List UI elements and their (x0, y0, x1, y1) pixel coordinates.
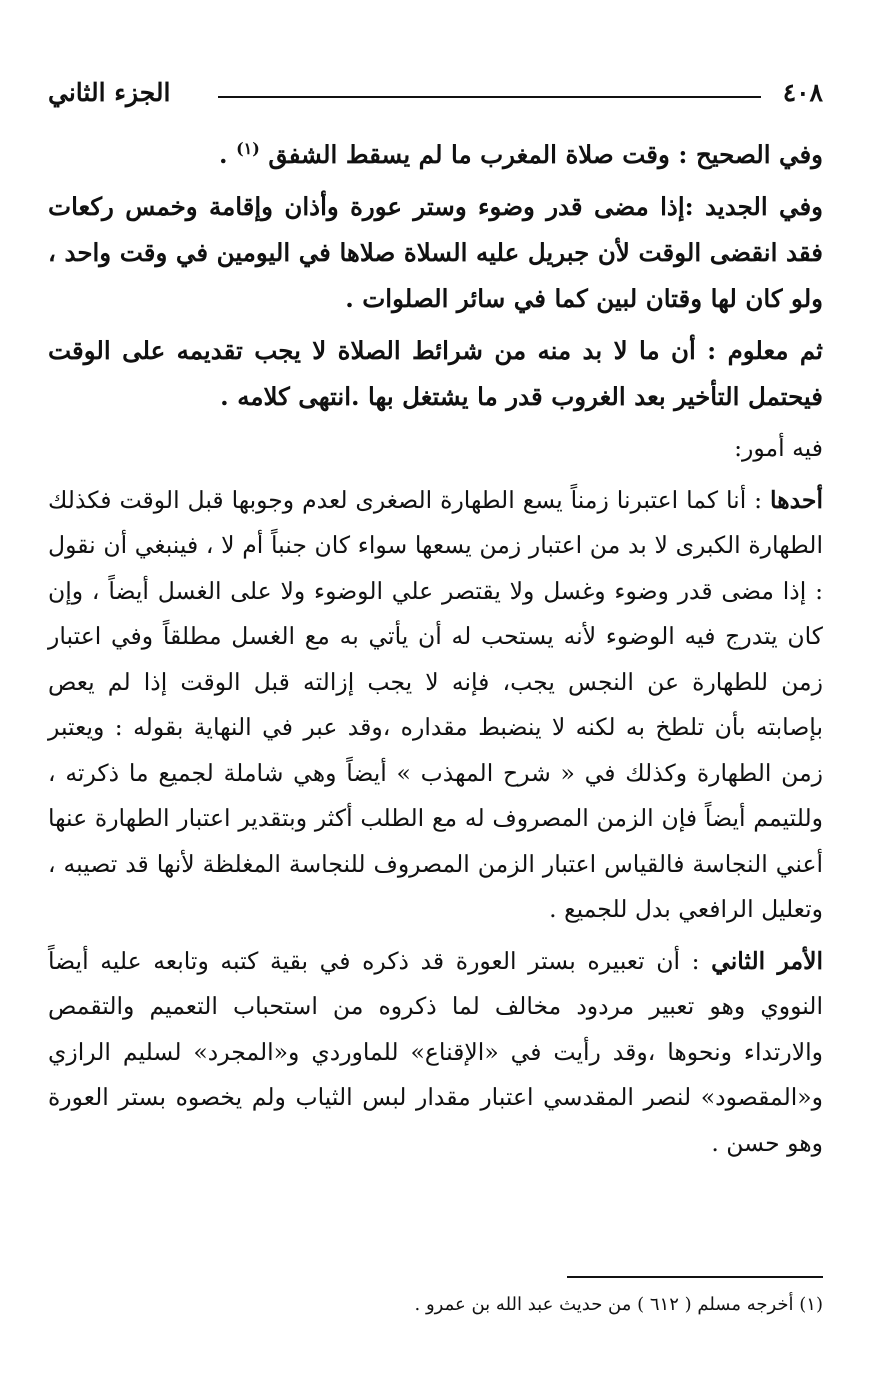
footnote-rule (567, 1276, 823, 1278)
paragraph-lead: الأمر الثاني (711, 946, 823, 975)
paragraph-tail: . (219, 140, 237, 169)
paragraph-malum (48, 328, 823, 420)
paragraph-jadid (48, 184, 823, 322)
paragraph-text: فيه أمور: (734, 434, 823, 462)
paragraph-sahih (48, 132, 823, 178)
paragraph-second-matter (48, 939, 823, 1167)
paragraph-text: ثم معلوم : أن ما لا بد منه من شرائط الصلاة لا يجب تقديمه على الوقت فيحتمل التأخير بعد الغروب قدر ما يشتغل بها .انتهى كلامه . (48, 336, 823, 411)
page-number: ٤٠٨ (782, 78, 823, 107)
paragraph-first-matter (48, 478, 823, 933)
paragraph-lead: أحدها (770, 485, 823, 514)
paragraph-umur-intro (48, 426, 823, 472)
header-rule (218, 96, 761, 98)
paragraph-text: وفي الجديد :إذا مضى قدر وضوء وستر عورة وأذان وإقامة وخمس ركعات فقد انقضى الوقت لأن جبريل عليه السلاة صلاها في اليومين في وقت واحد ، ولو كان لها وقتان لبين كما في سائر الصلوات . (48, 192, 823, 313)
paragraph-text: : أنا كما اعتبرنا زمناً يسع الطهارة الصغرى لعدم وجوبها قبل الوقت فكذلك الطهارة الكبرى لا بد من اعتبار زمن يسعها سواء كان جنباً أم لا ، فينبغي أن نقول : إذا مضى قدر وضوء وغسل ولا يقتصر علي الوضوء ولا على الغسل أيضاً ، وإن كان يتدرج فيه الوضوء لأنه يستحب له أن يأتي به مع الغسل مطلقاً وفي اعتبار زمن للطهارة عن النجس يجب، فإنه لا يجب إزالته قبل الوقت إذا لم يعص بإصابته بأن تلطخ به لكنه لا ينضبط مقداره ،وقد عبر في النهاية بقوله : ويعتبر زمن الطهارة وكذلك في « شرح المهذب » أيضاً وهي شاملة لجميع ما ذكرته ، وللتيمم أيضاً فإن الزمن المصروف له مع الطلب أكثر وبتقدير اعتبار الطهارة عنها أعني النجاسة فالقياس اعتبار الزمن المصروف للنجاسة المغلظة لأنها قد تصيبه ، وتعليل الرافعي بدل للجميع . (48, 485, 823, 923)
page-header (48, 78, 823, 114)
footnote-text: (١) أخرجه مسلم ( ٦١٢ ) من حديث عبد الله بن عمرو . (414, 1294, 823, 1315)
footnote-reference: (١) (236, 138, 260, 158)
footnote (48, 1290, 823, 1320)
paragraph-text: : أن تعبيره بستر العورة قد ذكره في بقية كتبه وتابعه عليه أيضاً النووي وهو تعبير مردود مخالف لما ذكروه من استحباب التعميم والتقمص والارتداء ونحوها ،وقد رأيت في «الإقناع» للماوردي و«المجرد» لسليم الرازي و«المقصود» لنصر المقدسي اعتبار مقدار لبس الثياب ولم يخصوه بستر العورة وهو حسن . (48, 946, 823, 1157)
running-title: الجزء الثاني (48, 78, 171, 107)
main-text (48, 132, 823, 1172)
paragraph-text: وفي الصحيح : وقت صلاة المغرب ما لم يسقط الشفق (268, 140, 823, 169)
